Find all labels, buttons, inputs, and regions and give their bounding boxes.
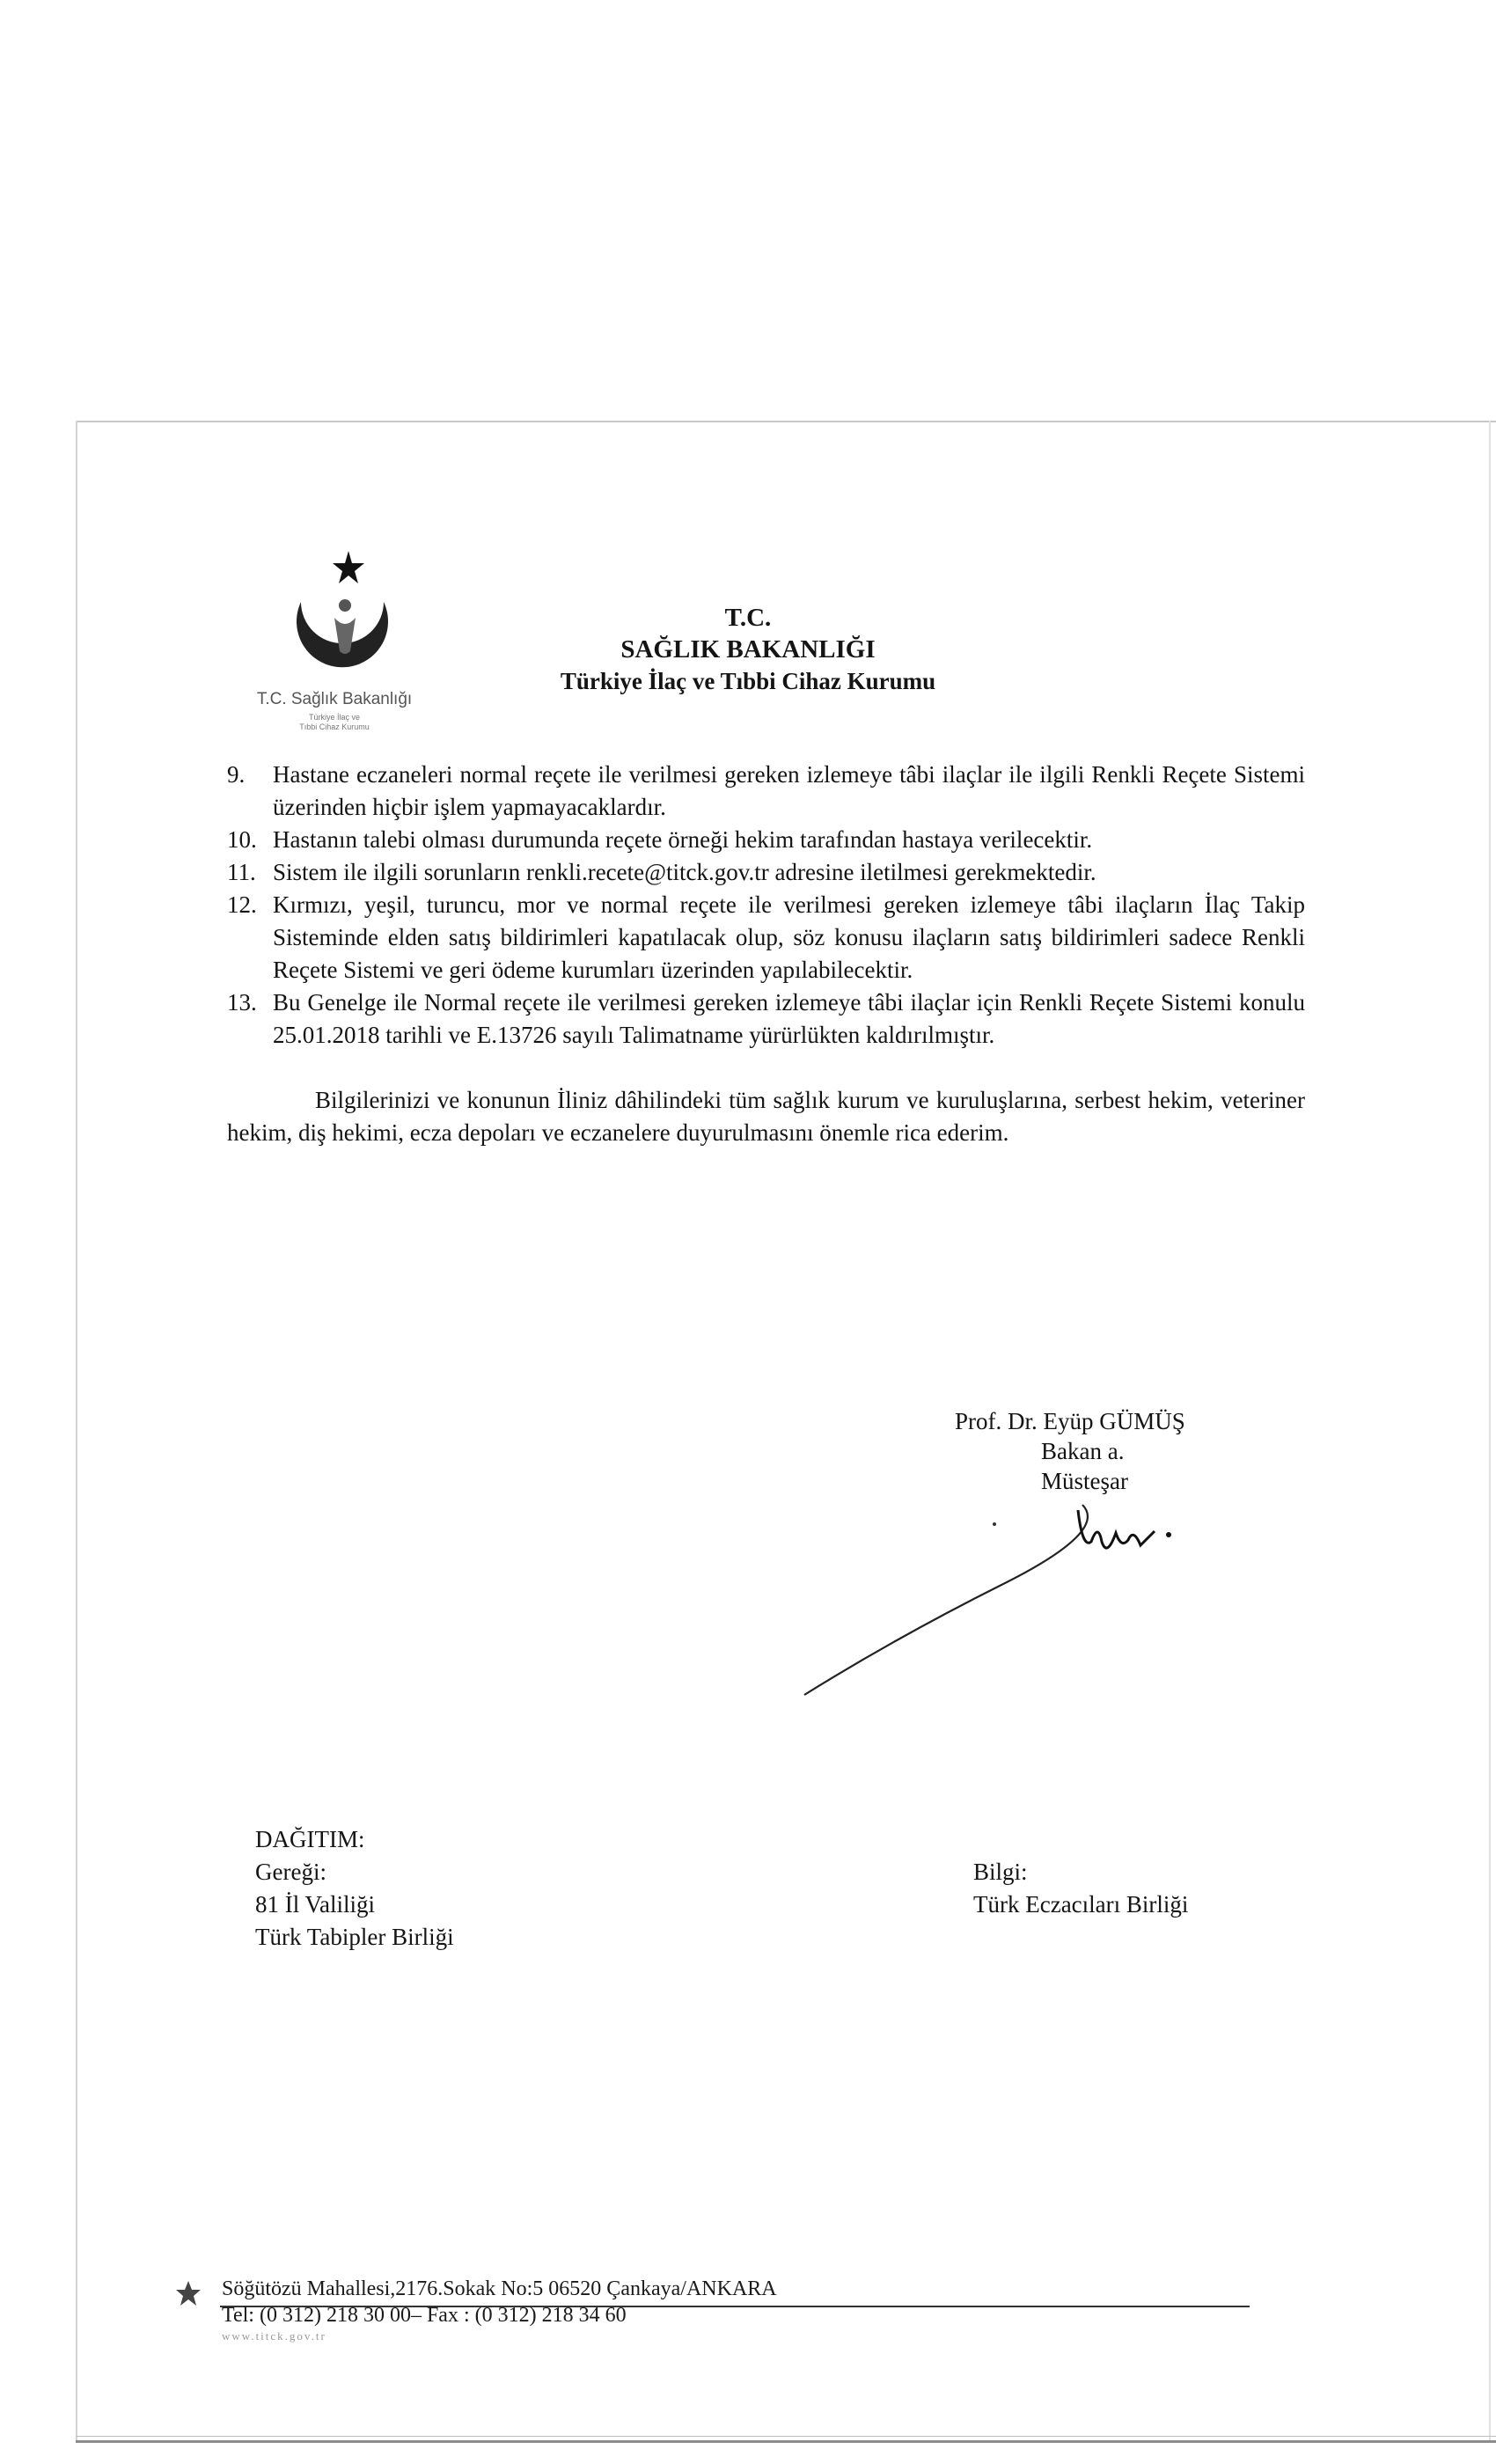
signature-mark-icon [792,1487,1285,1707]
item-text: Kırmızı, yeşil, turuncu, mor ve normal reçete ile verilmesi gereken izlemeye tâbi ilaçların İlaç Takip Sisteminde elden satış bildirimleri kapatılacak olup, söz konusu ilaçların satış bildirimleri sadece Renkli Reçete Sistemi ve geri ödeme kurumları üzerinden yapılabilecektir. [273,891,1305,983]
footer-address: Söğütözü Mahallesi,2176.Sokak No:5 06520 Çankaya/ANKARA [222,2277,777,2300]
item-text: Hastanın talebi olması durumunda reçete örneği hekim tarafından hastaya verilecektir. [273,826,1093,853]
logo-subtitle [255,713,414,732]
closing-paragraph: Bilgilerinizi ve konunun İliniz dâhilindeki tüm sağlık kurum ve kuruluşlarına, serbest hekim, veteriner hekim, diş hekimi, ecza depoları ve eczanelere duyurulmasını önemle rica ederim. [227,1087,1305,1146]
signatory-name: Prof. Dr. Eyüp GÜMÜŞ [955,1408,1185,1434]
logo-name: T.C. Sağlık Bakanlığı [256,690,413,708]
footer-phone: Tel: (0 312) 218 30 00– Fax : (0 312) 218 34 60 [222,2304,627,2327]
letterhead [493,602,1003,697]
gereği-label: Gereği: [255,1859,326,1885]
header-ministry: SAĞLIK BAKANLIĞI [620,635,876,664]
bilgi-label: Bilgi: [973,1859,1028,1885]
crescent-star-icon [271,547,403,688]
item-text: Hastane eczaneleri normal reçete ile verilmesi gereken izlemeye tâbi ilaçlar ile ilgili Renkli Reçete Sistemi üzerinden hiçbir işlem yapmayacaklardır. [273,761,1305,820]
list-item [227,759,1305,824]
item-number: 9. [227,761,246,788]
scan-edge-bottom-inner [76,2436,1496,2437]
distribution-block [255,1823,454,1954]
scan-edge-left [76,421,77,2441]
ministry-logo [255,547,414,741]
item-number: 12. [227,891,257,918]
list-item [227,856,1305,889]
item-text: Sistem ile ilgili sorunların renkli.recete@titck.gov.tr adresine iletilmesi gerekmektedir. [273,859,1096,885]
scan-edge-bottom [76,2440,1496,2443]
info-block [973,1856,1188,1921]
scan-edge-right [1489,421,1491,2441]
item-number: 11. [227,859,256,885]
signature-block [924,1406,1276,1496]
document-body [227,759,1305,1149]
item-number: 10. [227,826,257,853]
header-agency: Türkiye İlaç ve Tıbbi Cihaz Kurumu [560,668,936,694]
item-text: Bu Genelge ile Normal reçete ile verilmesi gereken izlemeye tâbi ilaçlar için Renkli Reçete Sistemi konulu 25.01.2018 tarihli ve E.13726 sayılı Talimatname yürürlükten kaldırılmıştır. [273,989,1305,1048]
list-item [227,824,1305,856]
recipient: Türk Tabipler Birliği [255,1924,454,1950]
list-item [227,889,1305,986]
scan-edge-top [76,421,1496,422]
item-number: 13. [227,989,257,1016]
logo-sub-line-1: Türkiye İlaç ve [308,713,361,722]
list-item [227,986,1305,1052]
footer [222,2276,777,2344]
info-recipient: Türk Eczacıları Birliği [973,1891,1189,1918]
recipient: 81 İl Valiliği [255,1891,376,1918]
footer-logo-icon [171,2277,206,2313]
signatory-position: Müsteşar [1041,1468,1128,1494]
header-tc: T.C. [724,604,772,632]
footer-website: www.titck.gov.tr [222,2329,326,2343]
distribution-heading: DAĞITIM: [255,1826,365,1852]
signatory-title: Bakan a. [1041,1438,1125,1464]
logo-sub-line-2: Tıbbi Cihaz Kurumu [299,722,370,731]
